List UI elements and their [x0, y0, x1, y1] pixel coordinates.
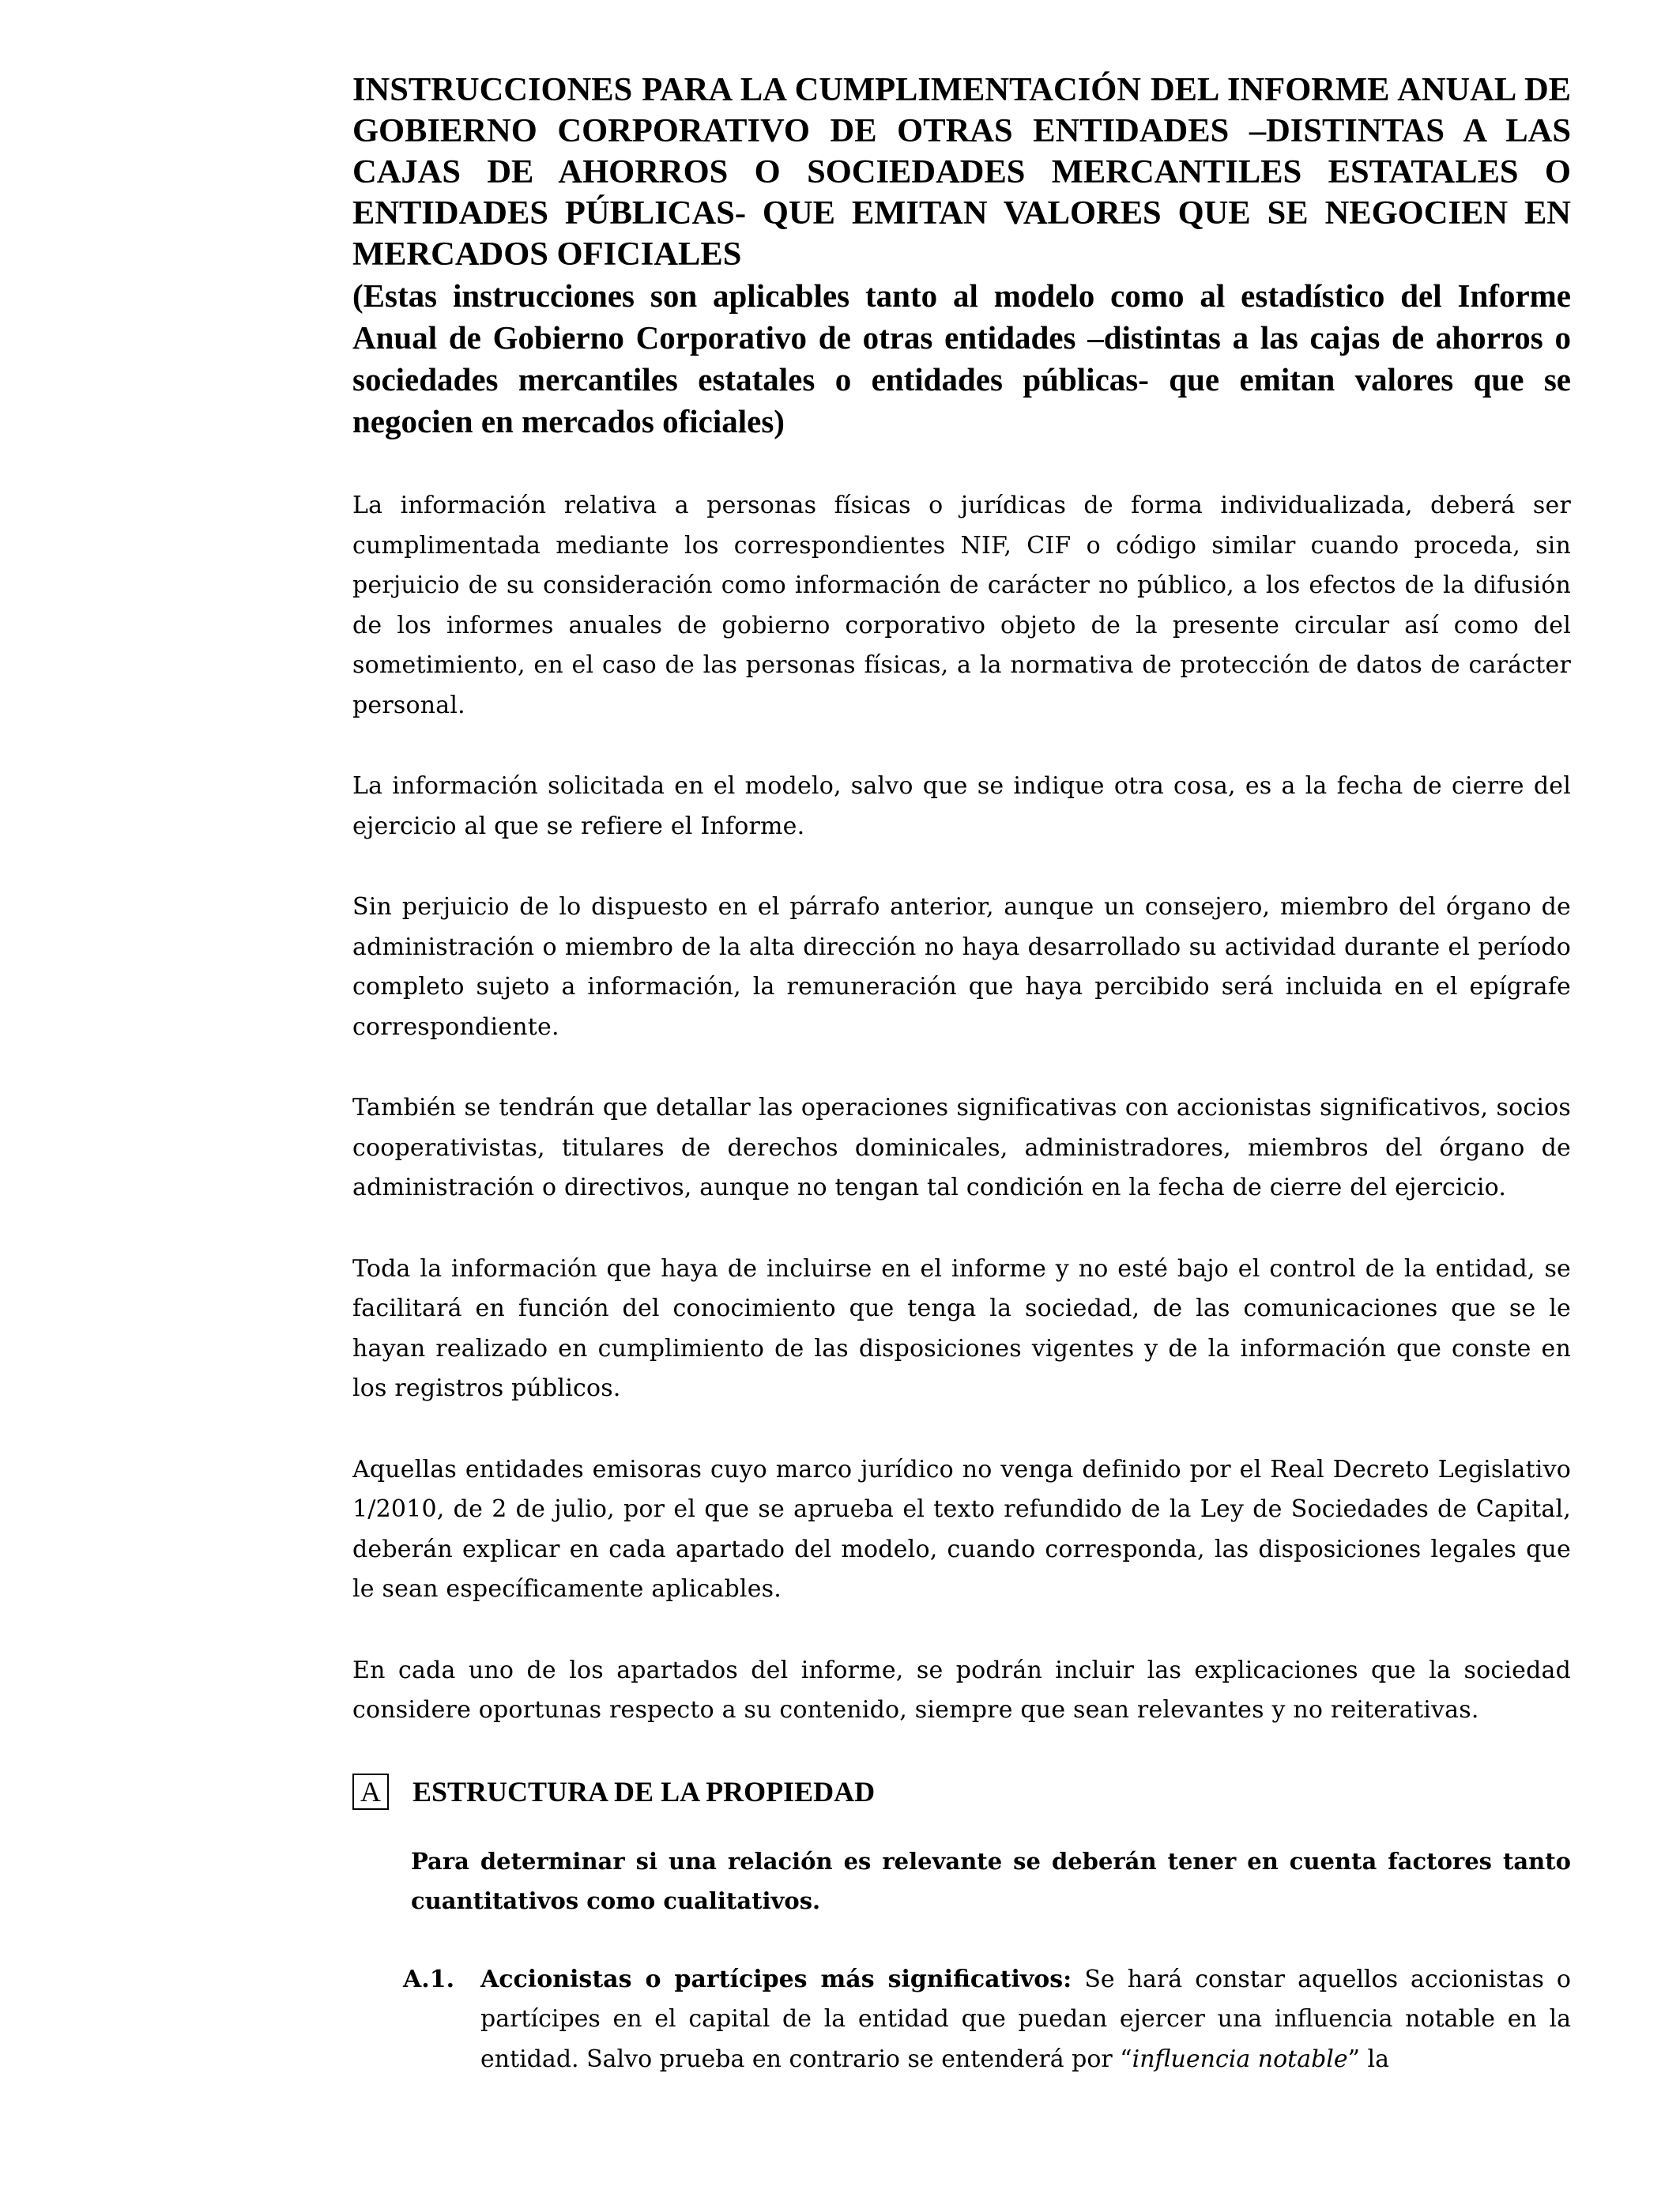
paragraph: Aquellas entidades emisoras cuyo marco jurídico no venga definido por el Real Decreto Legislativo 1/2010, de 2 de julio, por el que se aprueba el texto refundido de la Ley de Sociedades de Capital, deberán explicar en cada apartado del modelo, cuando corresponda, las disposiciones legales que le sean específicamente aplicables. — [352, 1455, 1571, 1603]
paragraph: En cada uno de los apartados del informe, se podrán incluir las explicaciones que la sociedad considere oportunas respecto a su contenido, siempre que sean relevantes y no reiterativas. — [352, 1656, 1571, 1724]
section-title: ESTRUCTURA DE LA PROPIEDAD — [412, 1775, 876, 1808]
paragraph: La información solicitada en el modelo, salvo que se indique otra cosa, es a la fecha de cierre del ejercicio al que se refiere el Informe. — [352, 772, 1571, 840]
item-text-tail: ” la — [1347, 2045, 1390, 2073]
page-content — [352, 70, 1571, 2079]
paragraph: Toda la información que haya de incluirse en el informe y no esté bajo el control de la entidad, se facilitará en función del conocimiento que tenga la sociedad, de las comunicaciones que se le hayan realizado en cumplimiento de las disposiciones vigentes y de la información que conste en los registros públicos. — [352, 1254, 1571, 1402]
item-text: Se hará constar aquellos accionistas o partícipes en el capital de la entidad que puedan ejercer una influencia notable en la entidad. Salvo prueba en contrario se entenderá por “ — [480, 1965, 1571, 2073]
document-title: INSTRUCCIONES PARA LA CUMPLIMENTACIÓN DEL INFORME ANUAL DE GOBIERNO CORPORATIVO DE OTRAS ENTIDADES –DISTINTAS A LAS CAJAS DE AHORROS O SOCIEDADES MERCANTILES ESTATALES O ENTIDADES PÚBLICAS- QUE EMITAN VALORES QUE SE NEGOCIEN EN MERCADOS OFICIALES — [352, 71, 1571, 273]
item-body — [480, 1960, 1571, 2080]
paragraph: Sin perjuicio de lo dispuesto en el párrafo anterior, aunque un consejero, miembro del órgano de administración o miembro de la alta dirección no haya desarrollado su actividad durante el período completo sujeto a información, la remuneración que haya percibido será incluida en el epígrafe correspondiente. — [352, 893, 1571, 1041]
paragraph: También se tendrán que detallar las operaciones significativas con accionistas significativos, socios cooperativistas, titulares de derechos dominicales, administradores, miembros del órgano de administración o directivos, aunque no tengan tal condición en la fecha de cierre del ejercicio. — [352, 1094, 1571, 1201]
section-header — [352, 1774, 1571, 1810]
paragraph: La información relativa a personas físicas o jurídicas de forma individualizada, deberá ser cumplimentada mediante los correspondientes NIF, CIF o código similar cuando proceda, sin perjuicio de su consideración como información de carácter no público, a los efectos de la difusión de los informes anuales de gobierno corporativo objeto de la presente circular así como del sometimiento, en el caso de las personas físicas, a la normativa de protección de datos de carácter personal. — [352, 492, 1571, 719]
section-note: Para determinar si una relación es relevante se deberán tener en cuenta factores tanto cuantitativos como cualitativos. — [411, 1847, 1571, 1914]
item-heading: Accionistas o partícipes más significativos: — [480, 1965, 1072, 1993]
list-item — [403, 1960, 1571, 2080]
item-number: A.1. — [403, 1965, 455, 1993]
document-subtitle: (Estas instrucciones son aplicables tanto al modelo como al estadístico del Informe Anual de Gobierno Corporativo de otras entidades –distintas a las cajas de ahorros o sociedades mercantiles estatales o entidades públicas- que emitan valores que se negocien en mercados oficiales) — [352, 277, 1571, 439]
section-letter-box: A — [352, 1774, 389, 1810]
item-italic-term: influencia notable — [1132, 2045, 1348, 2073]
